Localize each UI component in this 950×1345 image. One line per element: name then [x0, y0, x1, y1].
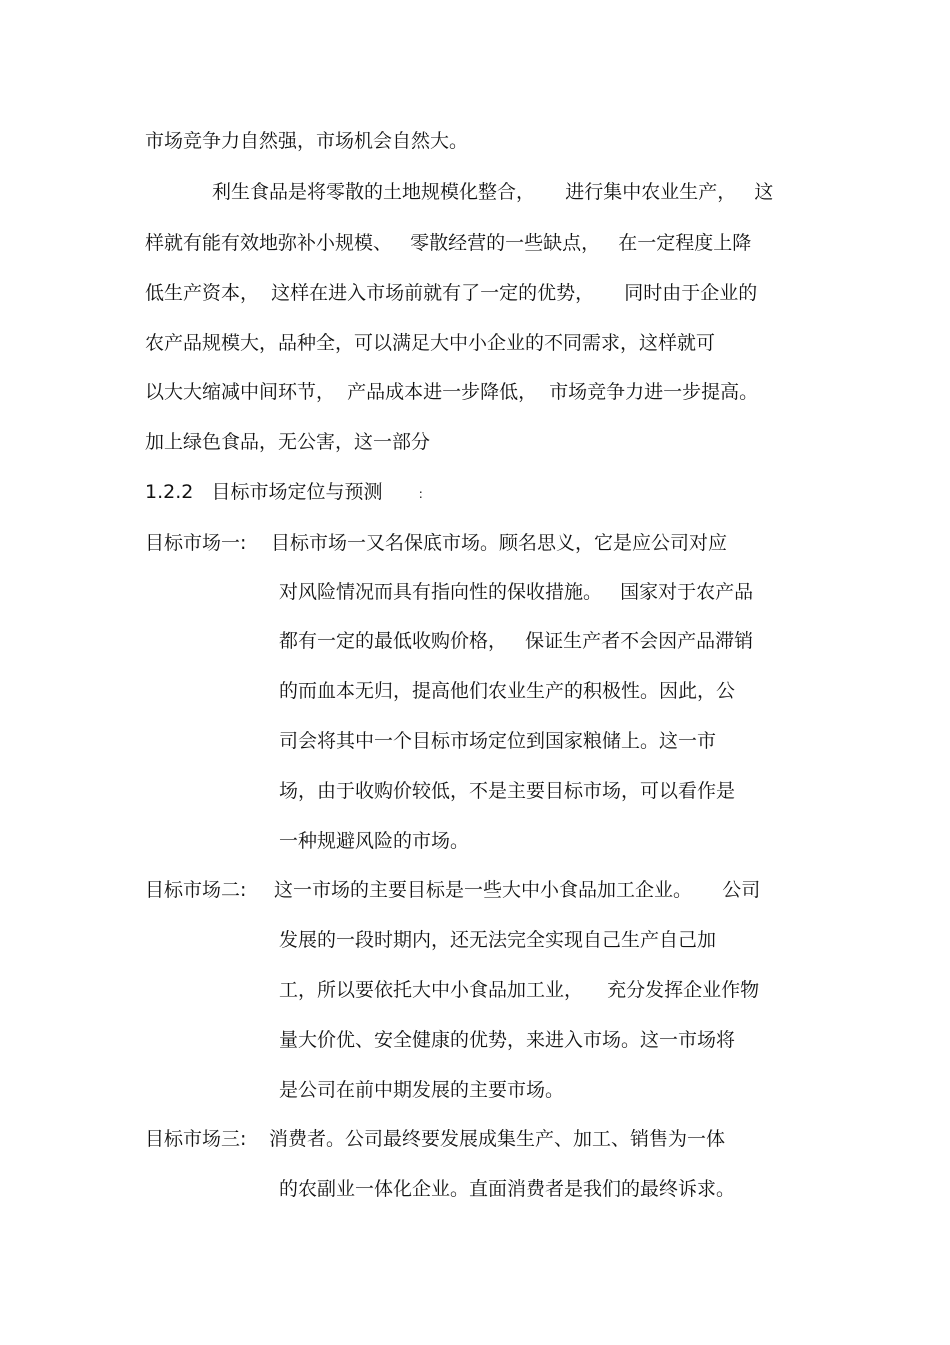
intro-line: 利生食品是将零散的土地规模化整合， 进行集中农业生产， 这 [212, 181, 774, 203]
market-line: 都有一定的最低收购价格， 保证生产者不会因产品滞销 [279, 630, 754, 652]
intro-line: 农产品规模大，品种全，可以满足大中小企业的不同需求，这样就可 [145, 332, 716, 354]
market-label: 目标市场一: [145, 532, 247, 554]
market-label: 目标市场三: [145, 1128, 247, 1150]
market-line: 发展的一段时期内，还无法完全实现自己生产自己加 [279, 929, 717, 951]
section-heading [145, 480, 423, 506]
market-line: 对风险情况而具有指向性的保收措施。 国家对于农产品 [279, 581, 754, 603]
section-colon: : [418, 487, 423, 501]
market-line: 消费者。公司最终要发展成集生产、加工、销售为一体 [269, 1128, 726, 1150]
intro-line: 样就有能有效地弥补小规模、 零散经营的一些缺点， 在一定程度上降 [145, 232, 752, 254]
intro-line: 加上绿色食品，无公害，这一部分 [145, 431, 431, 453]
market-label: 目标市场二: [145, 879, 247, 901]
intro-line: 以大大缩减中间环节， 产品成本进一步降低， 市场竞争力进一步提高。 [145, 381, 759, 403]
intro-line: 市场竞争力自然强，市场机会自然大。 [145, 130, 469, 152]
market-line: 的而血本无归，提高他们农业生产的积极性。因此，公 [279, 680, 736, 702]
section-title: 目标市场定位与预测 [211, 481, 383, 503]
market-line: 是公司在前中期发展的主要市场。 [279, 1079, 565, 1101]
market-line: 目标市场一又名保底市场。顾名思义，它是应公司对应 [271, 532, 728, 554]
market-line: 场，由于收购价较低，不是主要目标市场，可以看作是 [279, 780, 736, 802]
market-line: 工，所以要依托大中小食品加工业， 充分发挥企业作物 [279, 979, 760, 1001]
section-number: 1.2.2 [145, 481, 194, 503]
intro-line: 低生产资本， 这样在进入市场前就有了一定的优势， 同时由于企业的 [145, 282, 758, 304]
market-line: 一种规避风险的市场。 [279, 830, 470, 852]
market-line: 量大价优、安全健康的优势，来进入市场。这一市场将 [279, 1029, 736, 1051]
market-line: 司会将其中一个目标市场定位到国家粮储上。这一市 [279, 730, 717, 752]
market-line: 这一市场的主要目标是一些大中小食品加工企业。 公司 [274, 879, 761, 901]
market-line: 的农副业一体化企业。直面消费者是我们的最终诉求。 [279, 1178, 736, 1200]
